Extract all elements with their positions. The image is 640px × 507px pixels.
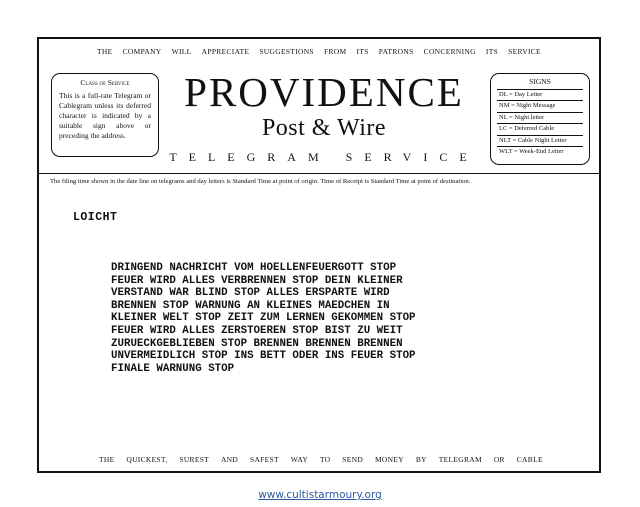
website-link[interactable]: www.cultistarmoury.org	[258, 489, 382, 501]
banner-word: QUICKEST,	[126, 455, 168, 464]
message-line: ZURUECKGEBLIEBEN STOP BRENNEN BRENNEN BRENNEN	[111, 337, 403, 350]
banner-word: CONCERNING	[423, 47, 476, 56]
header-divider	[39, 173, 599, 174]
message-line: VERSTAND WAR BLIND STOP ALLES ERSPARTE WIRD	[111, 287, 390, 300]
class-of-service-box	[51, 73, 159, 157]
banner-word: OR	[493, 455, 505, 464]
brand-subtitle: Post & Wire	[261, 115, 387, 141]
banner-word: THE	[97, 47, 113, 56]
banner-word: COMPANY	[122, 47, 162, 56]
banner-word: SEND	[342, 455, 364, 464]
banner-word: AND	[220, 455, 239, 464]
banner-word: ITS	[485, 47, 499, 56]
brand-name: PROVIDENCE	[184, 69, 464, 115]
banner-word: FROM	[323, 47, 347, 56]
banner-word: ITS	[356, 47, 369, 56]
banner-word: SAFEST	[249, 455, 279, 464]
telegram-message	[111, 262, 531, 375]
banner-word: THE	[99, 455, 115, 464]
banner-word: BY	[415, 455, 427, 464]
banner-word: SUGGESTIONS	[259, 47, 314, 56]
sign-item: NL = Night letter	[497, 112, 583, 123]
message-line: FEUER WIRD ALLES ZERSTOEREN STOP BIST ZU WEIT	[111, 324, 403, 337]
message-line: FINALE WARNUNG STOP	[111, 362, 235, 375]
sign-item: NM = Night Message	[497, 100, 583, 111]
signs-box	[490, 73, 590, 165]
telegram-form	[37, 37, 601, 473]
banner-word: SERVICE	[508, 47, 541, 56]
brand-block	[165, 69, 483, 165]
recipient-name: LOICHT	[73, 211, 118, 224]
message-line: DRINGEND NACHRICHT VOM HOELLENFEUERGOTT STOP	[111, 262, 397, 274]
banner-word: TO	[319, 455, 331, 464]
message-line: UNVERMEIDLICH STOP INS BETT ODER INS FEUER STOP	[111, 350, 416, 363]
banner-word: CABLE	[516, 455, 543, 464]
banner-word: PATRONS	[378, 47, 414, 56]
banner-word: APPRECIATE	[201, 47, 250, 56]
sign-item: DL = Day Letter	[497, 89, 583, 100]
banner-word: WAY	[290, 455, 309, 464]
sign-item: LC = Deferred Cable	[497, 123, 583, 134]
sign-item: WLT = Week-End Letter	[497, 146, 583, 157]
banner-word: SUREST	[179, 455, 210, 464]
message-line: FEUER WIRD ALLES VERBRENNEN STOP DEIN KLEINER	[111, 274, 403, 287]
sign-item: NLT = Cable Night Letter	[497, 135, 583, 146]
signs-title: SIGNS	[529, 77, 551, 86]
message-line: BRENNEN STOP WARNUNG AN KLEINES MAEDCHEN IN	[111, 299, 390, 312]
class-of-service-text: This is a full-rate Telegram or Cablegram unless its deferred character is indicated by a suitable sign above or preceding the address.	[59, 91, 151, 140]
bottom-banner	[39, 455, 599, 464]
brand-service: TELEGRAM SERVICE	[169, 150, 479, 164]
banner-word: WILL	[171, 47, 192, 56]
class-of-service-title: Class of Service	[80, 78, 130, 87]
message-line: KLEINER WELT STOP ZEIT ZUM LERNEN GEKOMMEN STOP	[111, 312, 416, 325]
top-banner	[39, 47, 599, 56]
banner-word: MONEY	[374, 455, 404, 464]
filing-note: The filing time shown in the date line on telegrams and day letters is Standard Time at point of origin. Time of Receipt is Standard Time at point of destination.	[50, 178, 471, 185]
banner-word: TELEGRAM	[438, 455, 482, 464]
